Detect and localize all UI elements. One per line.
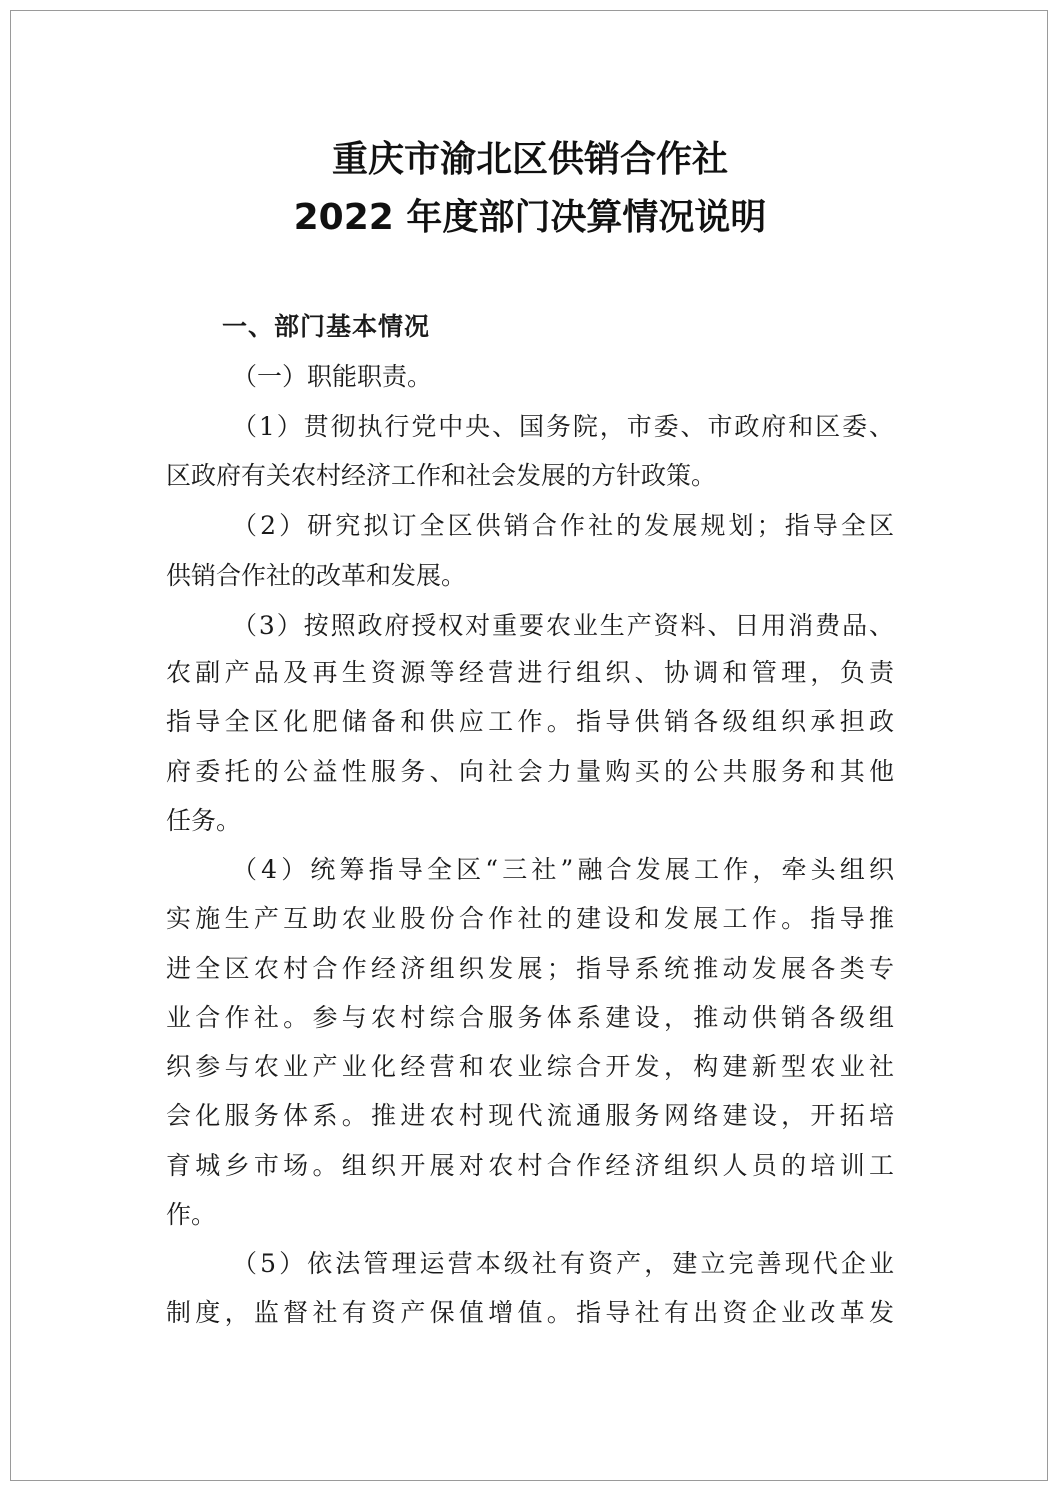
body-line: 作。	[166, 1200, 217, 1229]
body-line: 实施生产互助农业股份合作社的建设和发展工作。指导推	[166, 904, 894, 933]
body-line: （4）统筹指导全区“三社”融合发展工作，牵头组织	[232, 855, 894, 884]
body-line: （2）研究拟订全区供销合作社的发展规划；指导全区	[232, 511, 894, 540]
body-line: 进全区农村合作经济组织发展；指导系统推动发展各类专	[166, 954, 894, 983]
body-line: （5）依法管理运营本级社有资产，建立完善现代企业	[232, 1249, 894, 1278]
body-line: 业合作社。参与农村综合服务体系建设，推动供销各级组	[166, 1003, 894, 1032]
body-line: 指导全区化肥储备和供应工作。指导供销各级组织承担政	[166, 707, 894, 736]
document-title-line-2: 2022 年度部门决算情况说明	[293, 197, 767, 238]
body-line: 会化服务体系。推进农村现代流通服务网络建设，开拓培	[166, 1101, 894, 1130]
body-line: 织参与农业产业化经营和农业综合开发，构建新型农业社	[166, 1052, 894, 1081]
body-line: 区政府有关农村经济工作和社会发展的方针政策。	[166, 461, 717, 490]
section-heading: 一、部门基本情况	[222, 312, 431, 341]
body-line: 供销合作社的改革和发展。	[166, 561, 467, 590]
subsection-heading: （一）职能职责。	[232, 362, 433, 391]
document-title-line-1: 重庆市渝北区供销合作社	[331, 139, 728, 180]
body-line: 任务。	[166, 806, 242, 835]
body-line: （3）按照政府授权对重要农业生产资料、日用消费品、	[232, 611, 894, 640]
body-line: 育城乡市场。组织开展对农村合作经济组织人员的培训工	[166, 1151, 894, 1180]
body-line: 农副产品及再生资源等经营进行组织、协调和管理，负责	[166, 658, 894, 687]
body-line: 制度，监督社有资产保值增值。指导社有出资企业改革发	[166, 1298, 894, 1327]
body-line: 府委托的公益性服务、向社会力量购买的公共服务和其他	[166, 757, 894, 786]
body-line: （1）贯彻执行党中央、国务院，市委、市政府和区委、	[232, 412, 894, 441]
